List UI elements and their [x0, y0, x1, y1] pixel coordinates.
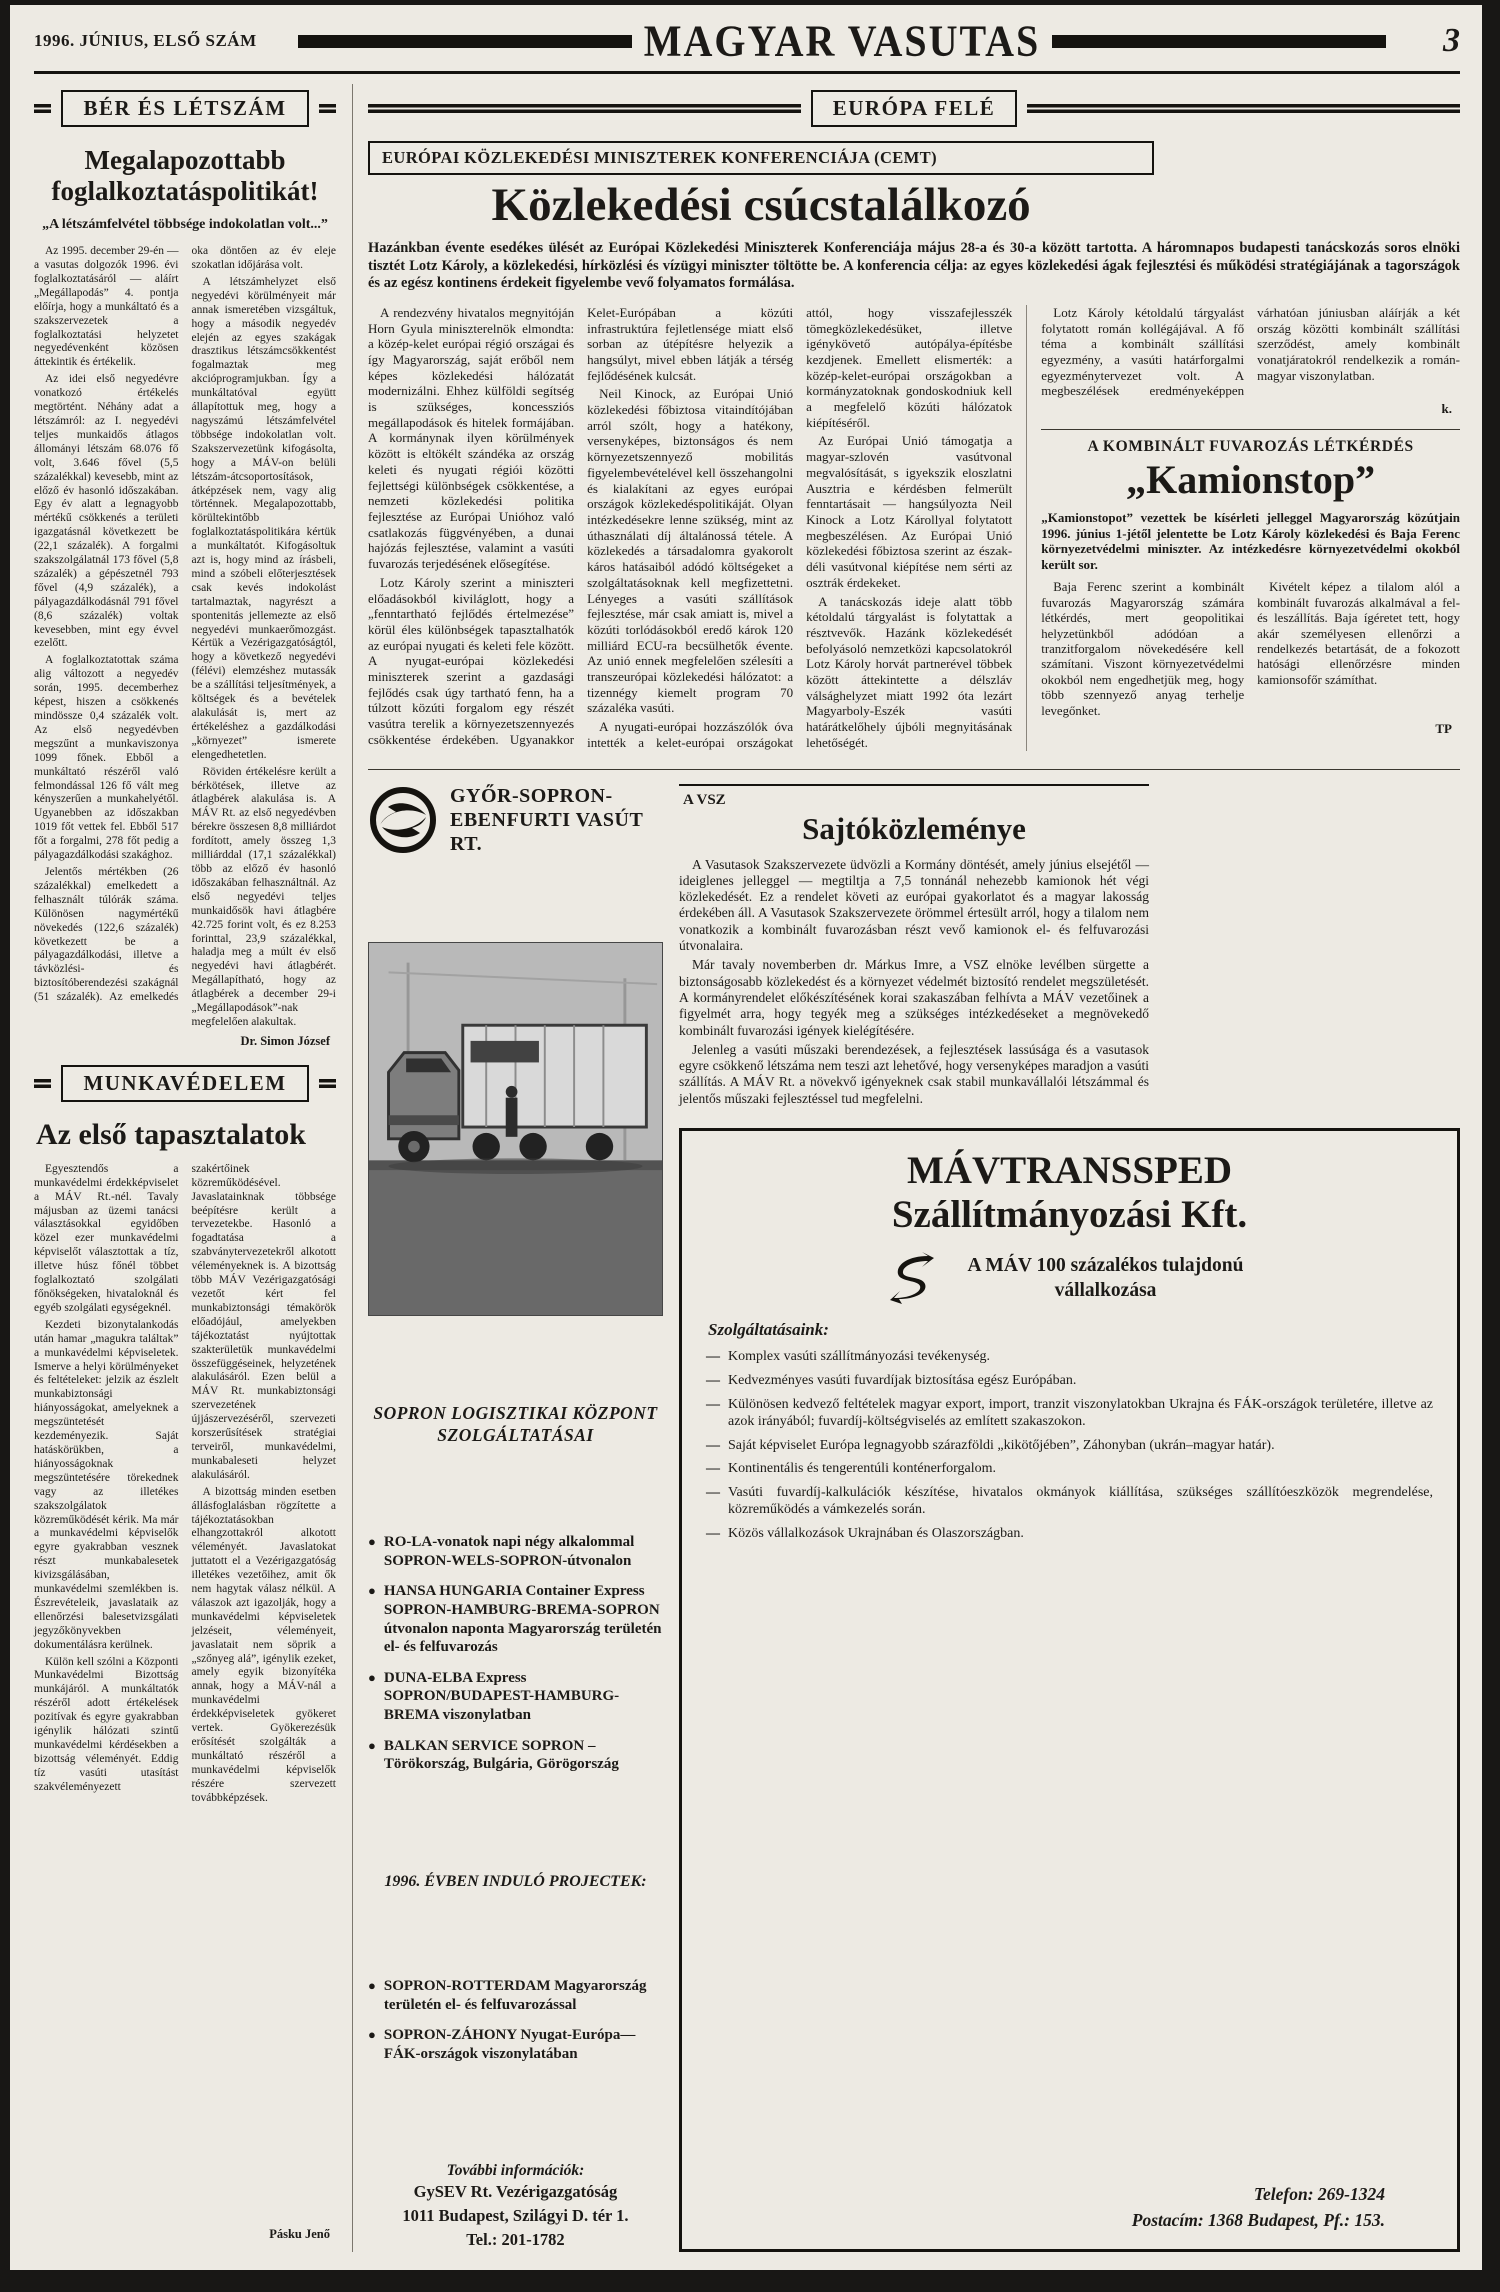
gysev-contact-block — [368, 2162, 663, 2252]
article-kamionstop — [1041, 429, 1460, 737]
dash-icon: — — [706, 1372, 720, 1388]
gysev-projects-title: 1996. ÉVBEN INDULÓ PROJECTEK: — [384, 1872, 647, 1890]
paragraph: Az Európai Unió támogatja a magyar-szlovén vasútvonal megvalósítását, s igyekszik eloszlatni Ausztria e kérdésben felmerült fenntartásait — hangsúlyozta Neil Kinock a Lotz Károllyal folytatott megbeszélésen. Az Európai Unió közlekedési főbiztosa szerint az észak-déli vasútvonal kiépítése nem sérti az osztrák érdekeket. — [806, 433, 1013, 590]
bullet-icon: ● — [368, 1737, 376, 1753]
service-text: Vasúti fuvardíj-kalkulációk készítése, hivatalos okmányok kiállítása, szükséges szállítóeszközök megrendelése, közreműködés a vámkezelés során. — [728, 1484, 1433, 1518]
gysev-contact-name: GySEV Rt. Vezérigazgatóság — [413, 2182, 618, 2202]
dash-icon: — — [706, 1461, 720, 1477]
service-text: Kedvezményes vasúti fuvardíjak biztosítása egész Európában. — [728, 1372, 1077, 1388]
list-item — [706, 1372, 1433, 1390]
paragraph: Kezdeti bizonytalankodás után hamar „magukra találtak” a munkavédelmi képviseletek. Ismerve a helyi körülményeket és feltételeket: jelzik az észlelt munkabiztonsági hiányosságokat, amelyeknek a megszüntetését kezdeményezik. Saját hatáskörükben, a hiányosságoknak megszüntetésére törekednek vagy az illetékes szakszolgálatok közreműködését kérik. Ma már a munkavédelmi képviselők egyre gyakrabban vesznek részt munkabalesetek kivizsgálásában, munkavédelmi szemlékben is. Észrevételeik, javaslataik az ellenőrzési balesetvizsgálati jegyzőkönyvekben dokumentálásra kerülnek. — [34, 1318, 179, 1651]
service-text: HANSA HUNGARIA Container Express SOPRON-HAMBURG-BREMA-SOPRON útvonalon naponta Magyarország területén el- és felfuvarozás — [383, 1583, 662, 1656]
paragraph: Baja Ferenc szerint a kombinált fuvarozás Magyarország számára létkérdés, mert geopolitikai helyzetünkből adódóan a tranzitforgalom növekedésére kell számítani. Viszont környezetvédelmi okokból nem engedhetjük meg, hogy több szennyező anyag terhelje levegőnket. — [1041, 580, 1245, 718]
article-byline: Pásku Jenő — [269, 2227, 330, 2241]
dash-icon: — — [706, 1437, 720, 1453]
vsz-press-release — [679, 784, 1149, 1110]
list-item — [368, 2026, 663, 2063]
paragraph: Az idei első negyedévre vonatkozó értékelés megtörtént. Néhány adat a létszámról: az I. negyedévi teljes munkaidős átlagos állományi létszám 68.076 fő volt, 3.646 fővel (5,5 százalékkal) kevesebb, mint az előző év hasonló időszakában. Egy év alatt a legnagyobb mértékű csökkenés a területi igazgatásnál következett be (22,1 százalék). A forgalmi szakszolgálatnál 173 fővel (5,8 százalék) a gépészetnél 793 fővel (4,9 százalék), a pályagazdálkodásnál 791 fővel (8,6 százalék) voltak kevesebben, mint egy évvel ezelőtt. — [34, 373, 179, 650]
paragraph: A bizottság minden esetben állásfoglalásban rögzítette a tájékoztatásokban elhangzottakról alkotott véleményét. Javaslatokat juttatott el a Vezérigazgatóság illetékes vezetőihez, amit ők nem hagytak válasz nélkül. A válaszok azt igazolják, hogy a munkavédelmi képviseletek jelzéseit, véleményeit, javaslatait nem söprik a „szőnyeg alá”, igénylik ezeket, amely egyik bizonyítéka annak, hogy a MÁV-nál a munkavédelmi érdekképviseletek gyökeret vertek. Gyökerezésük erősítését szolgálták a munkáltató részéről a munkavédelmi képviselők részére szervezett továbbképzések. — [191, 1485, 336, 1804]
list-item — [368, 1737, 663, 1774]
article-sign: TP — [1435, 721, 1452, 737]
article-byline: Dr. Simon József — [240, 1033, 330, 1048]
article-columns-tail — [1041, 305, 1460, 399]
gysev-projects-list — [368, 1977, 663, 2075]
service-text: Saját képviselet Európa legnagyobb szárazföldi „kikötőjében”, Záhonyban (ukrán–magyar határ). — [728, 1437, 1275, 1453]
service-text: DUNA-ELBA Express SOPRON/BUDAPEST-HAMBURG-BREMA viszonylatban — [383, 1669, 620, 1724]
service-text: Közös vállalkozások Ukrajnában és Olaszországban. — [728, 1526, 1024, 1542]
paragraph: A létszámhelyzet első negyedévi körülményeit már annak ismeretében vizsgáltuk, hogy a második negyedév elején az egyes szakágak drasztikus létszámcsökkentést fogalmaztak meg akcióprogramjukban. Így a munkáltatóval együtt állapítottuk meg, hogy a nagyszámú létszámfelvétel többsége indokolatlan volt. Szakszervezetünk kifogásolta, hogy a MÁV-on belüli létszám-átcsoportosítások, átképzések nem, vagy alig történnek. Megalapozottabb, körültekintőbb foglalkoztatáspolitikára kértük a munkáltatót. Kifogásoltuk azt is, hogy mind az írásbeli, mind a szóbeli előterjesztések csak kevés indokolást tartalmaztak, nagyrészt a spontenitás jellemezte az első negyedévi munkaerőmozgást. Kértük a Vezérigazgatóságtól, hogy a következő negyedévi (félévi) elemzéshez mutassák be a szállítási teljesítmények, a költségek és a bevételek alakulását is, mert az értékeléshez a gazdálkodási „környezet” ismerete elengedhetetlen. — [191, 275, 336, 761]
mavtranssped-postal: Postacím: 1368 Budapest, Pf.: 153. — [1131, 2209, 1385, 2230]
paragraph: Az 1995. december 29-én — a vasutas dolgozók 1996. évi foglalkoztatásáról — aláírt „Megállapodás” 4. pontja előírja, hogy a munkáltató és a szakszervezetek a foglalkoztatási helyzetet negyedévenként közösen áttekintik és értékelik. — [34, 245, 179, 369]
bottom-band — [368, 784, 1460, 2252]
paragraph: A foglalkoztatottak száma alig változott a negyedév során, 1995. decemberhez képest, hiszen a csökkenés mindössze 0,4 százalék volt. Az első negyedévben megszűnt a munkaviszonya 1099 főnek. Ebből a munkáltató részéről való felmondással 126 fő vált meg kényszerűen a munkahelyétől. Ugyanebben az időszakban 1019 főt vettek fel. Ebből 517 főt a forgalmi, 278 főt pedig a pályagazdálkodási szakághoz. — [34, 654, 179, 862]
list-item — [368, 1669, 663, 1725]
section-title: BÉR ÉS LÉTSZÁM — [61, 90, 308, 127]
list-item — [706, 1460, 1433, 1478]
paragraph: Neil Kinock, az Európai Unió közlekedési főbiztosa vitaindítójában arról szólt, hogy a hatékony, versenyképes, biztonságos és nem környezetszennyező mobilitás figyelembevételével kell összehangolni és kialakítani az egyes európai országok közlekedéspolitikáját. Olyan intézkedésekre lenne szükség, mint az úthasználati díj általánossá tétele. A közlekedés a társadalomra gyakorolt káros hatásaiból adódó költségeket a szolgáltatásoknak kell megfizettetni. Lényeges a vasúti szállítások fejlesztése, már csak amiatt is, mivel a közúti torlódásokból eredő károk 120 milliárd ECU-ra becsülhetők évente. Az unió ennek megfelelően szélesíti a transzeurópai közlekedési hálózatot: a tizennégy kiemelt program 70 százaléka vasúti. — [587, 386, 794, 716]
list-item — [368, 1582, 663, 1656]
paragraph: Kivételt képez a tilalom alól a kombinált fuvarozás alkalmával a fel- és leszállítás. Baja ígéretet tett, hogy akár személyesen ellenőrzi a rendelkezés betartását, de a fokozott hatósági ellenőrzésre minden kamionsofőr számíthat. — [1257, 580, 1460, 687]
gysev-contact-address: 1011 Budapest, Szilágyi D. tér 1. — [402, 2206, 629, 2226]
mavtranssped-subtitle-row — [706, 1250, 1433, 1306]
paragraph: Röviden értékelésre került a bérkötések, illetve az átlagbérek alakulása is. A MÁV Rt. az első negyedévben bérekre összesen 8,8 milliárdot fordított, amely összeg 1,3 milliárddal (17,1 százalékkal) több az előző év hasonló időszakában felhasználtnál. Az első negyedévi teljes munkaidősök havi átlagbére 42.725 forint volt, és ez 8.253 forinttal, 23,9 százalékkal, haladja meg a múlt év első negyedévi havi átlagbérét. Megállapítható, hogy az átlagbérek a december 29-i „Megállapodások”-nak megfelelően alakultak. — [191, 765, 336, 1028]
mavtranssped-phone: Telefon: 269-1324 — [1253, 2183, 1385, 2204]
dash-icon: — — [706, 1484, 720, 1500]
article-lead: „Kamionstopot” vezettek be kísérleti jelleggel Magyarország közútjain 1996. június 1-jétől jelentette be Lotz Károly közlekedési és Baja Ferenc környezetvédelmi miniszter. Az intézkedésre környezetvédelmi okokból került sor. — [1041, 510, 1460, 572]
project-text: SOPRON-ZÁHONY Nyugat-Európa—FÁK-országok viszonylatában — [383, 2027, 636, 2062]
gysev-header — [368, 784, 663, 856]
project-text: SOPRON-ROTTERDAM Magyarország területén el- és felfuvarozással — [383, 1978, 647, 2013]
article-body — [1041, 580, 1460, 719]
masthead — [298, 15, 1386, 66]
list-item — [706, 1484, 1433, 1519]
mavtranssped-advertisement — [679, 1128, 1460, 2252]
service-text: BALKAN SERVICE SOPRON – Törökország, Bulgária, Görögország — [383, 1737, 619, 1773]
mavtranssped-subtitle: A MÁV 100 százalékos tulajdonú vállalkozása — [967, 1254, 1244, 1302]
paragraph: Lotz Károly kétoldalú tárgyalást folytatott román kollégájával. A fő téma a kombinált szállítási egyezmény, a vasúti határforgalmi egyezménytervezet volt. A megbeszélések eredményeképpen várhatóan júniusban aláírják a két ország közötti kombinált szállítási szerződést, amely kombinált vonatjáratokról rendelkezik a román-magyar viszonylatban. — [1041, 304, 1460, 399]
gysev-services-list — [368, 1533, 663, 1786]
article-body — [34, 245, 336, 1030]
page-content — [34, 84, 1460, 2252]
section-header-ber-es-letszam — [34, 90, 336, 127]
gysev-more-info: További információk: — [446, 2162, 585, 2180]
dash-icon: — — [706, 1349, 720, 1365]
section-title: EURÓPA FELÉ — [811, 90, 1018, 127]
paragraph: A rendezvény hivatalos megnyitóján Horn Gyula miniszterelnök elmondta: a közép-kelet európai régió országai és így Magyarország, saját erőből nem képes közlekedési hálózatát modernizálni. Ehhez külföldi segítség is szükséges, koncessziós megállapodások és hitelek formájában. A kormánynak ilyen körülmények között is eltökélt szándéka az ország keleti és nyugati régiói közötti fejlettségi különbségek csökkentése, a nemzeti közlekedési politika fejlesztése az Európai Unióhoz való csatlakozás függvényében, a dunai hajózás fejlesztése, valamint a vasúti fuvarozás terjedésének elősegítése. — [368, 304, 575, 572]
list-item — [706, 1525, 1433, 1543]
paragraph: Már tavaly novemberben dr. Márkus Imre, a VSZ elnöke levélben sürgette a biztonságosabb közlekedést és a környezet védelmét biztosító rendelet megszületését. A kormányrendelet előkészítésének korai szakaszában felhívta a MÁV vezetőinek a figyelmét arra, hogy tegyék meg a szükséges intézkedéseket a megnövekedő kombinált fuvarozási igények kielégítésére. — [679, 957, 1149, 1038]
article-columns-left — [368, 305, 1012, 751]
dash-icon: — — [706, 1526, 720, 1542]
paragraph: A tanácskozás ideje alatt több kétoldalú tárgyalást is folytattak a résztvevők. Hazánk közlekedését befolyásoló nemzetközi kapcsolatokról Lotz Károly horvát partnerével többek között áttekintette a délszláv válsághelyzet miatt 1992 óta lezárt Magyarboly-Eszék vasúti határátkelőhely újbóli megnyitásának lehetőségét. — [806, 593, 1013, 750]
list-item — [706, 1437, 1433, 1455]
list-item — [368, 1977, 663, 2014]
paragraph: Jelentős mértékben (26 százalékkal) emelkedett a felhasznált túlórák száma. Különösen nagymértékű növekedés (122,6 százalék) következett be a pályagazdálkodási, illetve a távközlési- és biztosítóberendezési szakágnál (51 százalék). Az emelkedés oka döntően az év eleje szokatlan időjárása volt. — [34, 245, 336, 1004]
mavtranssped-services-label: Szolgáltatásaink: — [708, 1320, 829, 1340]
article-headline: „Kamionstop” — [1126, 457, 1376, 503]
right-column — [352, 84, 1460, 2252]
article-title: Megalapozottabb foglalkoztatáspolitikát! — [51, 145, 319, 207]
article-subtitle: „A létszámfelvétel többsége indokolatlan volt...” — [42, 217, 328, 233]
article-columns-right — [1026, 305, 1460, 751]
gysev-advertisement — [368, 784, 663, 2252]
bullet-icon: ● — [368, 2027, 376, 2043]
service-text: Komplex vasúti szállítmányozási tevékenység. — [728, 1349, 991, 1365]
paragraph: Jelenleg a vasúti műszaki berendezések, a fejlesztések lassúsága és a vasutasok egyre csökkenő létszáma nem teszi azt lehetővé, hogy versenyképes maradjon a vasúti szállítás. A MÁV Rt. a növekvő igényeknek csak stabil munkavállalói létszámmal és jelentős műszaki fejlesztéssel tud megfelelni. — [679, 1041, 1149, 1106]
article-body — [368, 305, 1460, 751]
article-foglalkoztataspolitika — [34, 141, 336, 1059]
article-elso-tapasztalatok — [34, 1116, 336, 2252]
article-kicker: A KOMBINÁLT FUVAROZÁS LÉTKÉRDÉS — [1087, 438, 1414, 456]
gysev-company-name: GYŐR-SOPRON-EBENFURTI VASÚT RT. — [450, 784, 643, 855]
horizontal-divider — [368, 769, 1460, 770]
vsz-headline: Sajtóközleménye — [802, 810, 1026, 846]
page-number: 3 — [1443, 22, 1460, 59]
article-lead: Hazánkban évente esedékes ülését az Európai Közlekedési Miniszterek Konferenciája május 28-a és 30-a között tartotta. A háromnapos budapesti tanácskozás soros elnöki tisztét Lotz Károly, a közlekedési, hírközlési és vízügyi miniszter töltötte be. A konferencia célja: az egyes közlekedési ágak fejlesztési és működési stratégiájának a tagországok és az egész kontinens érdekeit figyelembe vevő folyamatos formálása. — [368, 240, 1460, 292]
bullet-icon: ● — [368, 1669, 376, 1685]
article-kozlekedesi-csucstalalkozo — [368, 141, 1460, 761]
section-header-europa-fele — [368, 90, 1460, 127]
newspaper-page — [10, 5, 1482, 2270]
list-item — [706, 1396, 1433, 1431]
service-text: Különösen kedvező feltételek magyar export, import, tranzit viszonylatokban Ukrajna és FÁK-országok területére, illetve az azok irányából; fuvardíj-költségviselés az említett szakaszokon. — [728, 1396, 1433, 1430]
gysev-logo-icon — [368, 785, 438, 855]
list-item — [706, 1348, 1433, 1366]
list-item — [368, 1533, 663, 1570]
section-header-munkavedelem — [34, 1065, 336, 1102]
article-title: Az első tapasztalatok — [36, 1117, 306, 1151]
bullet-icon: ● — [368, 1534, 376, 1550]
paragraph: Egyesztendős a munkavédelmi érdekképviselet a MÁV Rt.-nél. Tavaly májusban az üzemi tanácsi választásokkal egyidőben közel ezer munkavédelmi képviselőt választottak a tíz, illetve húsz főnél többet foglalkoztató szolgálati főnökségeken, hivataloknál és egyéb szolgálati egységeknél. — [34, 1162, 179, 1314]
vsz-body — [679, 857, 1149, 1107]
page-header — [34, 15, 1460, 74]
service-text: RO-LA-vonatok napi négy alkalommal SOPRON-WELS-SOPRON-útvonalon — [383, 1534, 635, 1569]
bullet-icon: ● — [368, 1583, 376, 1599]
mavtranssped-services-list — [706, 1348, 1433, 2180]
paragraph: A nyugati-európai hozzászólók óva intették a kelet-európai országokat attól, hogy visszafejlesszék tömegközlekedésüket, illetve igénykövető autópálya-építésbe kezdjenek. Emellett elismerték: a közép-kelet-európai országokban a kormányzatoknak gondoskodniuk kell a megfelelő közúti hálózatok kiépítéséről. — [587, 304, 1013, 750]
mavtranssped-title-line2: Szállítmányozási Kft. — [891, 1192, 1248, 1236]
bottom-right-stack — [679, 784, 1460, 2252]
article-kicker: EURÓPAI KÖZLEKEDÉSI MINISZTEREK KONFERENCIÁJA (CEMT) — [368, 141, 1154, 175]
service-text: Kontinentális és tengerentúli konténerforgalom. — [728, 1461, 997, 1477]
issue-date: 1996. JÚNIUS, ELSŐ SZÁM — [34, 31, 257, 50]
paragraph: A Vasutasok Szakszervezete üdvözli a Kormány döntését, amely június elsejétől — ideiglenes jelleggel — megtiltja a 7,5 tonnánál nehezebb kamionok hét végi közlekedését. Ez a rendelet követi az európai gyakorlatot és a magyar lakosság érdekében áll. A Vasutasok Szakszervezete örömmel értesült arról, hogy a tilalom nem vonatkozik a kombinált fuvarozásban részt vevő kamionok el- és felfuvarozási útvonalaira. — [679, 856, 1149, 954]
masthead-title: MAGYAR VASUTAS — [643, 15, 1041, 66]
gysev-services-title: SOPRON LOGISZTIKAI KÖZPONT SZOLGÁLTATÁSAI — [373, 1402, 658, 1445]
masthead-bar-left-icon — [298, 35, 632, 48]
article-headline: Közlekedési csúcstalálkozó — [491, 179, 1031, 231]
left-column — [34, 84, 336, 2252]
masthead-bar-right-icon — [1052, 35, 1386, 48]
truck-photo — [368, 942, 663, 1316]
article-sign: k. — [1441, 401, 1452, 417]
section-title: MUNKAVÉDELEM — [61, 1065, 308, 1102]
dash-icon: — — [706, 1396, 720, 1412]
gysev-contact-phone: Tel.: 201-1782 — [466, 2230, 565, 2250]
mavtranssped-title — [706, 1149, 1433, 1236]
bullet-icon: ● — [368, 1978, 376, 1994]
paragraph: Lotz Károly szerint a miniszteri előadásokból kiviláglott, hogy a „fenntartható fejlődés értelmezése” körül éles különbségek tapasztalhatók az európai nyugati és keleti fele között. A nyugat-európai közlekedési miniszterek szerint a gazdasági fejlődés csak úgy tartható fenn, ha a túlzott közúti forgalom egy részét vasútra terelik a környezetszennyezés csökkentése érdekében. Ugyanakkor Kelet-Európában a közúti infrastruktúra fejletlensége miatt első sorban az útépítésre helyezik a hangsúlyt, mivel ebben látják a térség fejlődésének kulcsát. — [368, 304, 794, 747]
mavtranssped-logo-icon — [884, 1250, 940, 1306]
article-body — [34, 1163, 336, 2227]
vsz-kicker: A VSZ — [683, 791, 726, 808]
paragraph: Külön kell szólni a Központi Munkavédelmi Bizottság munkájáról. A munkáltatók részéről adott értékelések pozitívak és egyre gyakrabban igénylik hálózati szintű munkavédelmi kérdésekben a bizottság véleményét. Eddig tíz vasúti utasítást szakvéleményezett szakértőinek közreműködésével. Javaslatainknak többsége beépítésre került a tervezetekbe. Hasonló a fogadtatása a szabványtervezetekről alkotott véleményeknek is. A bizottság több MÁV Vezérigazgatósági vezetőt kért fel munkabiztonsági témakörök előadójául, amelyekben tájékoztatást nyújtottak szakterületük munkavédelmi összefüggéseinek, helyzetének alakulásáról. Ezen belül a MÁV Rt. munkabiztonsági szervezetének újjászervezéséről, szervezeti korszerűsítések stratégiai terveiről, munkavédelmi, munkabaleseti helyzet alakulásáról. — [34, 1162, 336, 1793]
mavtranssped-title-line1: MÁVTRANSSPED — [906, 1148, 1233, 1192]
